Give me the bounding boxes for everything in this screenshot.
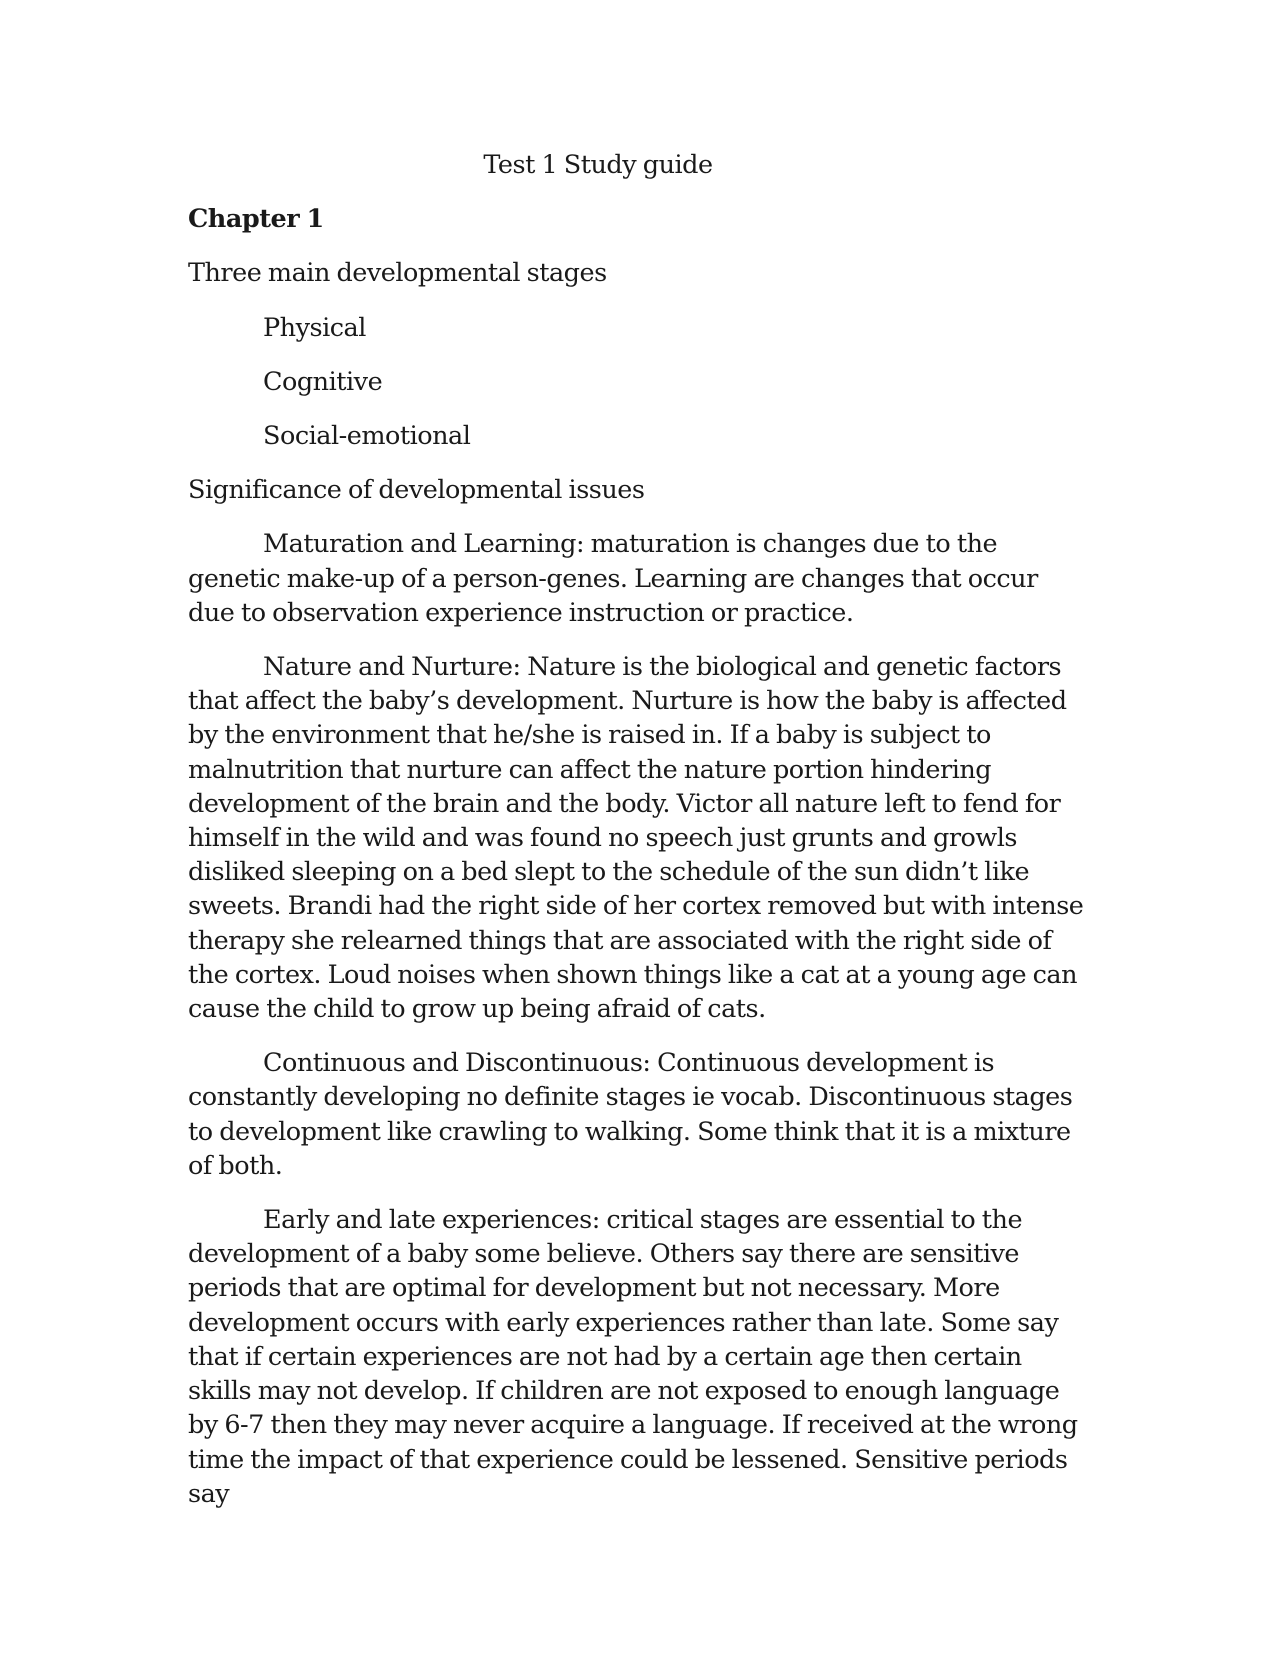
paragraph-maturation-learning: Maturation and Learning: maturation is changes due to the genetic make-up of a person-genes. Learning are changes that occur due to observation experience instruction or practice. bbox=[188, 529, 1038, 628]
paragraph-nature-nurture: Nature and Nurture: Nature is the biological and genetic factors that affect the baby’s development. Nurture is how the baby is affected by the environment that he/she is raised in. If a baby is subject to malnutrition that nurture can affect the nature portion hindering development of the brain and the body. Victor all nature left to fend for himself in the wild and was found no speech just grunts and growls disliked sleeping on a bed slept to the schedule of the sun didn’t like sweets. Brandi had the right side of her cortex removed but with intense therapy she relearned things that are associated with the right side of the cortex. Loud noises when shown things like a cat at a young age can cause the child to grow up being afraid of cats. bbox=[188, 652, 1084, 1025]
stage-item-physical: Physical bbox=[263, 312, 366, 343]
paragraph-continuous-discontinuous: Continuous and Discontinuous: Continuous development is constantly developing no definite stages ie vocab. Discontinuous stages to development like crawling to walking. Some think that it is a mixture of both. bbox=[188, 1048, 1073, 1181]
issues-intro: Significance of developmental issues bbox=[188, 475, 645, 506]
page-title: Test 1 Study guide bbox=[483, 150, 713, 180]
stages-intro: Three main developmental stages bbox=[188, 258, 607, 289]
document-body bbox=[188, 148, 1088, 1531]
paragraph-early-late-experiences: Early and late experiences: critical stages are essential to the development of a baby some believe. Others say there are sensitive periods that are optimal for development but not necessary. More development occurs with early experiences rather than late. Some say that if certain experiences are not had by a certain age then certain skills may not develop. If children are not exposed to enough language by 6-7 then they may never acquire a language. If received at the wrong time the impact of that experience could be lessened. Sensitive periods say bbox=[188, 1205, 1078, 1509]
stage-item-social-emotional: Social-emotional bbox=[263, 421, 471, 452]
stage-item-cognitive: Cognitive bbox=[263, 366, 383, 397]
chapter-heading: Chapter 1 bbox=[188, 204, 324, 235]
